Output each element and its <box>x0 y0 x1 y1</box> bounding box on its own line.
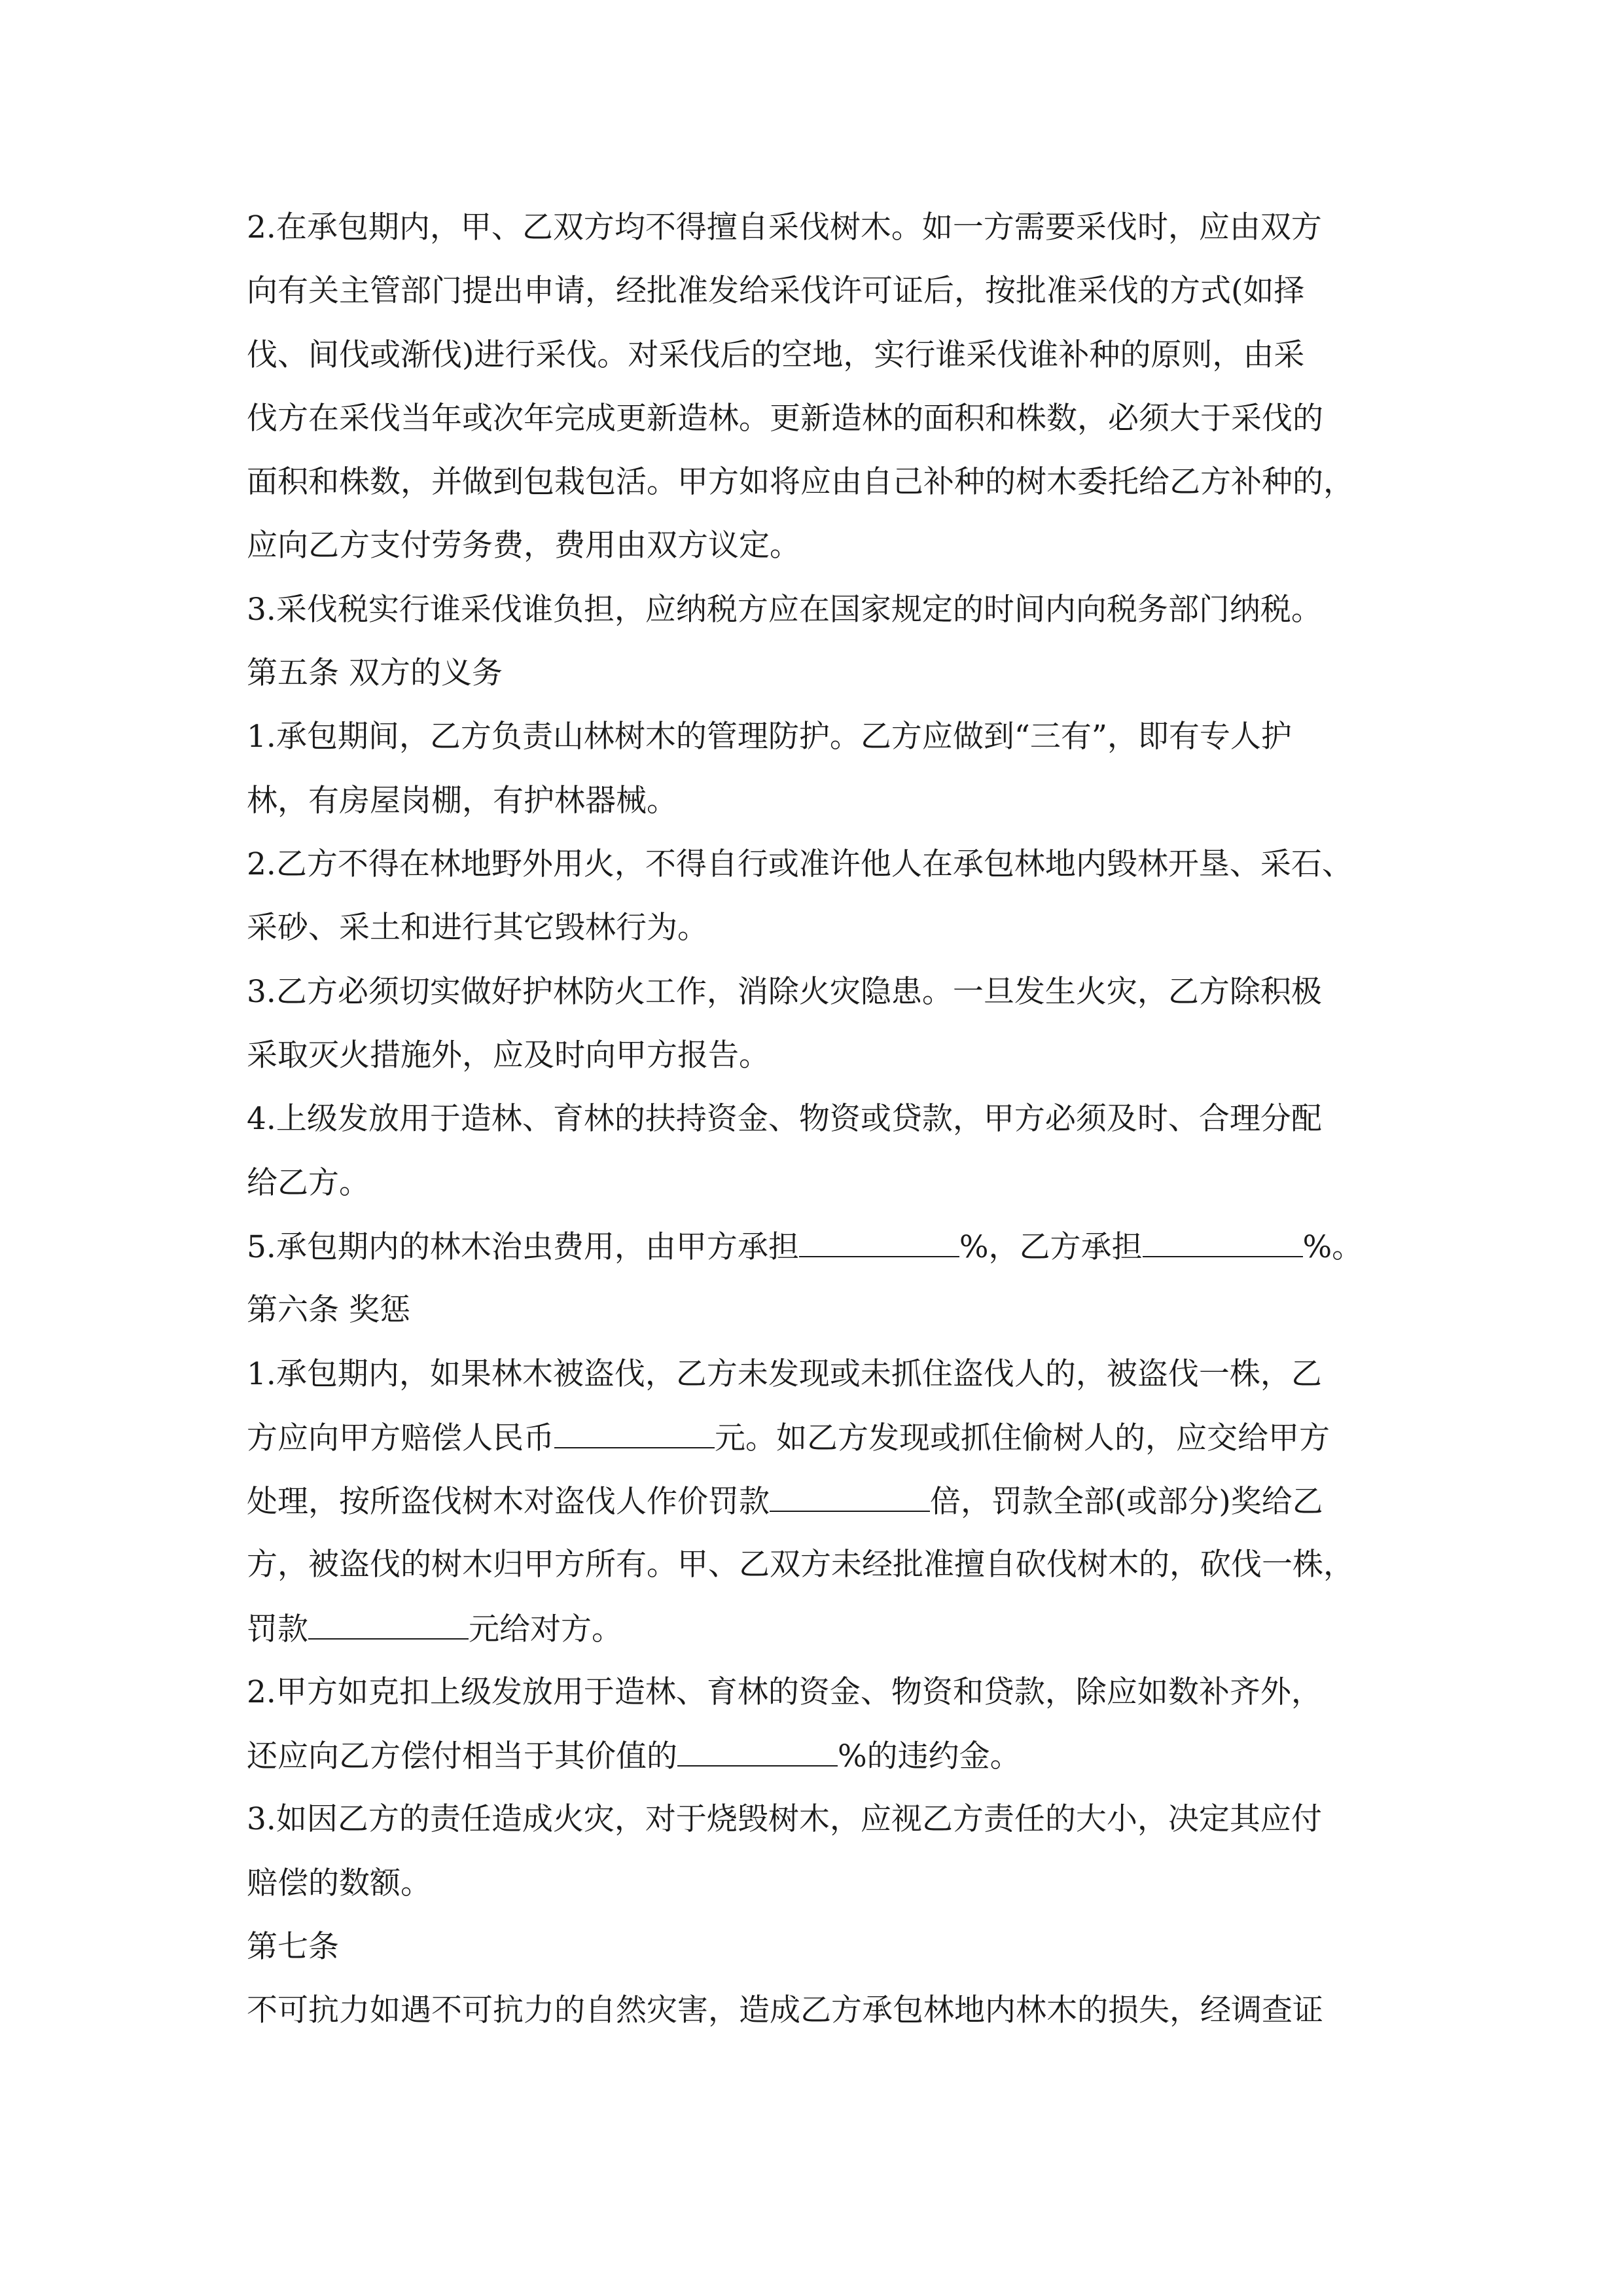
text-line: 伐方在采伐当年或次年完成更新造林。更新造林的面积和株数，必须大于采伐的 <box>247 401 1323 437</box>
text-segment: 方应向甲方赔偿人民币 <box>247 1420 554 1456</box>
text-line: 采砂、采土和进行其它毁林行为。 <box>247 910 708 946</box>
section-heading: 第六条 奖惩 <box>247 1292 410 1328</box>
text-line: 面积和株数，并做到包栽包活。甲方如将应由自己补种的树木委托给乙方补种的， <box>247 464 1354 500</box>
text-line <box>247 1609 1399 1649</box>
text-segment: 处理，按所盗伐树木对盗伐人作价罚款 <box>247 1484 770 1520</box>
text-line: 向有关主管部门提出申请，经批准发给采伐许可证后，按批准采伐的方式(如择 <box>247 273 1305 309</box>
text-line: 不可抗力如遇不可抗力的自然灾害，造成乙方承包林地内林木的损失，经调查证 <box>247 1992 1323 2028</box>
fill-blank[interactable] <box>554 1418 715 1448</box>
fill-blank[interactable] <box>677 1736 838 1767</box>
fill-blank[interactable] <box>770 1482 930 1512</box>
text-segment: %的违约金。 <box>838 1738 1021 1774</box>
text-line: 2.在承包期内，甲、乙双方均不得擅自采伐树木。如一方需要采伐时，应由双方 <box>247 209 1322 245</box>
text-line: 1.承包期内，如果林木被盗伐，乙方未发现或未抓住盗伐人的，被盗伐一株，乙 <box>247 1356 1322 1392</box>
text-line <box>247 1227 1399 1266</box>
text-line: 给乙方。 <box>247 1165 370 1201</box>
text-line: 1.承包期间，乙方负责山林树木的管理防护。乙方应做到“三有”，即有专人护 <box>247 719 1292 755</box>
fill-blank[interactable] <box>1143 1227 1303 1257</box>
text-line <box>247 1482 1399 1521</box>
fill-blank[interactable] <box>308 1609 469 1640</box>
text-line <box>247 1418 1399 1458</box>
text-segment: 罚款 <box>247 1611 308 1647</box>
text-line: 3.如因乙方的责任造成火灾，对于烧毁树木，应视乙方责任的大小，决定其应付 <box>247 1801 1322 1837</box>
text-line <box>247 1736 1399 1776</box>
text-line: 2.甲方如克扣上级发放用于造林、育林的资金、物资和贷款，除应如数补齐外， <box>247 1674 1322 1710</box>
section-heading: 第五条 双方的义务 <box>247 655 503 691</box>
section-heading: 第七条 <box>247 1929 339 1965</box>
text-segment: %，乙方承担 <box>959 1229 1143 1265</box>
text-segment: 还应向乙方偿付相当于其价值的 <box>247 1738 677 1774</box>
text-line: 2.乙方不得在林地野外用火，不得自行或准许他人在承包林地内毁林开垦、采石、 <box>247 846 1353 882</box>
text-line: 伐、间伐或渐伐)进行采伐。对采伐后的空地，实行谁采伐谁补种的原则，由采 <box>247 337 1305 373</box>
text-line: 3.采伐税实行谁采伐谁负担，应纳税方应在国家规定的时间内向税务部门纳税。 <box>247 592 1322 628</box>
text-line: 林，有房屋岗棚，有护林器械。 <box>247 783 677 819</box>
text-segment: %。 <box>1302 1229 1363 1265</box>
text-segment: 倍，罚款全部(或部分)奖给乙 <box>930 1484 1323 1520</box>
text-line: 赔偿的数额。 <box>247 1865 431 1901</box>
text-line: 3.乙方必须切实做好护林防火工作，消除火灾隐患。一旦发生火灾，乙方除积极 <box>247 974 1322 1010</box>
text-segment: 元。如乙方发现或抓住偷树人的，应交给甲方 <box>715 1420 1330 1456</box>
text-segment: 5.承包期内的林木治虫费用，由甲方承担 <box>247 1229 799 1265</box>
text-line: 方，被盗伐的树木归甲方所有。甲、乙双方未经批准擅自砍伐树木的，砍伐一株， <box>247 1547 1354 1583</box>
text-line: 采取灭火措施外，应及时向甲方报告。 <box>247 1037 770 1073</box>
text-line: 4.上级发放用于造林、育林的扶持资金、物资或贷款，甲方必须及时、合理分配 <box>247 1101 1322 1137</box>
text-segment: 元给对方。 <box>469 1611 622 1647</box>
fill-blank[interactable] <box>799 1227 959 1257</box>
text-line: 应向乙方支付劳务费，费用由双方议定。 <box>247 528 800 564</box>
